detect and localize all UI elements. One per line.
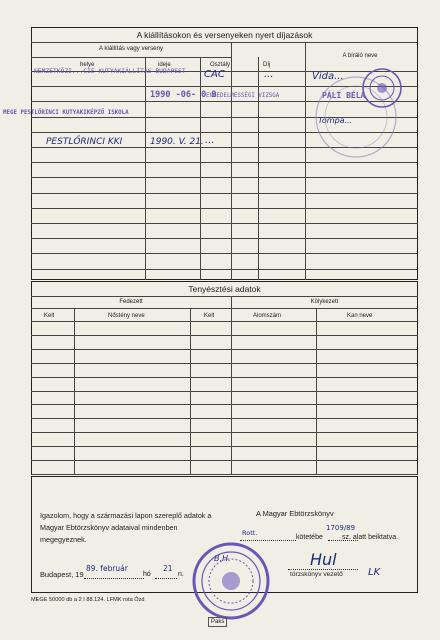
table-row-rule (31, 446, 418, 447)
mating-col-male: Kan neve (347, 313, 373, 319)
col-divider (190, 308, 191, 475)
corner-mark: LK (368, 567, 381, 578)
award-row-2-judge: PÁLI BÉLA (322, 91, 366, 100)
table-row-rule (31, 363, 418, 364)
table-row-rule (31, 253, 418, 254)
club-stamp-small (360, 66, 404, 110)
col-judge-header: A bíráló neve (342, 53, 378, 59)
certification-month-label: hó (143, 571, 151, 578)
certification-text: Igazolom, hogy a származási lapon szereplő adatok a Magyar Ebtörzskönyv adataival mindenben megegyeznek. (40, 511, 212, 544)
registry-title: A Magyar Ebtörzskönyv (256, 509, 334, 518)
award-row-1-date: 1990 -06- 0 9 (150, 90, 217, 100)
registrar-label: törzskönyv vezető (290, 571, 343, 578)
award-row-2-prize: ENGEDELMESSÉGI VIZSGA (206, 93, 280, 99)
table-row-rule (31, 349, 418, 350)
award-row-3-place: PESTLŐRINCI KKI (46, 137, 123, 147)
table-row-rule (31, 432, 418, 433)
col-place-header: helye (80, 62, 95, 68)
table-row-rule (31, 418, 418, 419)
mated-header: Fedezett (119, 299, 143, 305)
table-row-rule (31, 269, 418, 270)
registry-number: 1709/89 (326, 524, 356, 532)
table-row-rule (31, 321, 418, 322)
table-row-rule (31, 391, 418, 392)
col-divider (258, 57, 259, 280)
official-seal (190, 540, 272, 622)
footer-tag: Paks (208, 617, 227, 627)
col-class-header: Osztály (210, 62, 231, 68)
mating-col-date: Kelt (204, 313, 215, 319)
table-row-rule (31, 460, 418, 461)
awards-group-rule (31, 57, 231, 58)
awards-group-header: A kiállítás vagy verseny (98, 45, 164, 52)
table-row-rule (31, 335, 418, 336)
dotted-line (155, 578, 177, 579)
certification-place: Budapest, 19 (40, 570, 84, 579)
award-row-1-prize: ... (264, 69, 274, 80)
registrar-signature: Hul (310, 550, 337, 569)
breeding-group-rule (31, 308, 418, 309)
initials: B.H. (214, 554, 231, 563)
breeding-title: Tenyésztési adatok (188, 284, 261, 294)
table-row-rule (31, 177, 418, 178)
certification-day-label: n. (178, 571, 184, 578)
award-row-3-prize: ... (205, 135, 215, 146)
award-row-3-judge: Tompa... (318, 116, 353, 125)
dotted-line (288, 569, 358, 570)
col-divider (145, 57, 146, 280)
award-row-1-judge: Vida... (312, 71, 344, 82)
table-row-rule (31, 193, 418, 194)
mated-col-date: Kelt (44, 313, 55, 319)
certification-year: 89. február (86, 564, 128, 573)
col-divider (316, 308, 317, 475)
mated-col-female: Nőstény neve (108, 313, 145, 319)
mating-col-litter: Alomszám (253, 313, 282, 319)
table-row-rule (31, 238, 418, 239)
table-row-rule (31, 404, 418, 405)
award-row-1-place: NEMZETKÖZI...CIE KUTYAKIÁLLÍTÁS BUDAPEST (34, 68, 186, 75)
registry-number-label: sz. alatt beiktatva. (342, 534, 399, 541)
table-row-rule (31, 377, 418, 378)
col-divider (74, 308, 75, 475)
award-row-3-date: 1990. V. 21. (150, 137, 204, 147)
registry-volume: Rott. (242, 529, 258, 537)
awards-title-rule (31, 42, 418, 43)
mating-header: Kölykezett (310, 299, 339, 305)
table-row-rule (31, 208, 418, 209)
awards-title: A kiállításokon és versenyeken nyert díjazások (136, 30, 313, 40)
registry-volume-label: kötetébe (296, 534, 323, 541)
col-prize-header: Díj (263, 62, 271, 68)
dotted-line (84, 578, 144, 579)
award-row-1-class: CAC (204, 69, 225, 80)
breeding-title-rule (31, 296, 418, 297)
col-divider (231, 42, 232, 280)
col-divider (231, 296, 232, 475)
print-info: MEGE 50000 db a 2 I 88.124. LFMK rota Ózd (31, 597, 145, 603)
col-divider (305, 42, 306, 280)
col-date-header: ideje (158, 62, 171, 68)
table-row-rule (31, 223, 418, 224)
table-row-rule (31, 474, 418, 475)
award-row-2-place: MEGE PESTLŐRINCI KUTYAKIKÉPZŐ ISKOLA (3, 110, 129, 116)
certification-day: 21 (163, 564, 173, 573)
